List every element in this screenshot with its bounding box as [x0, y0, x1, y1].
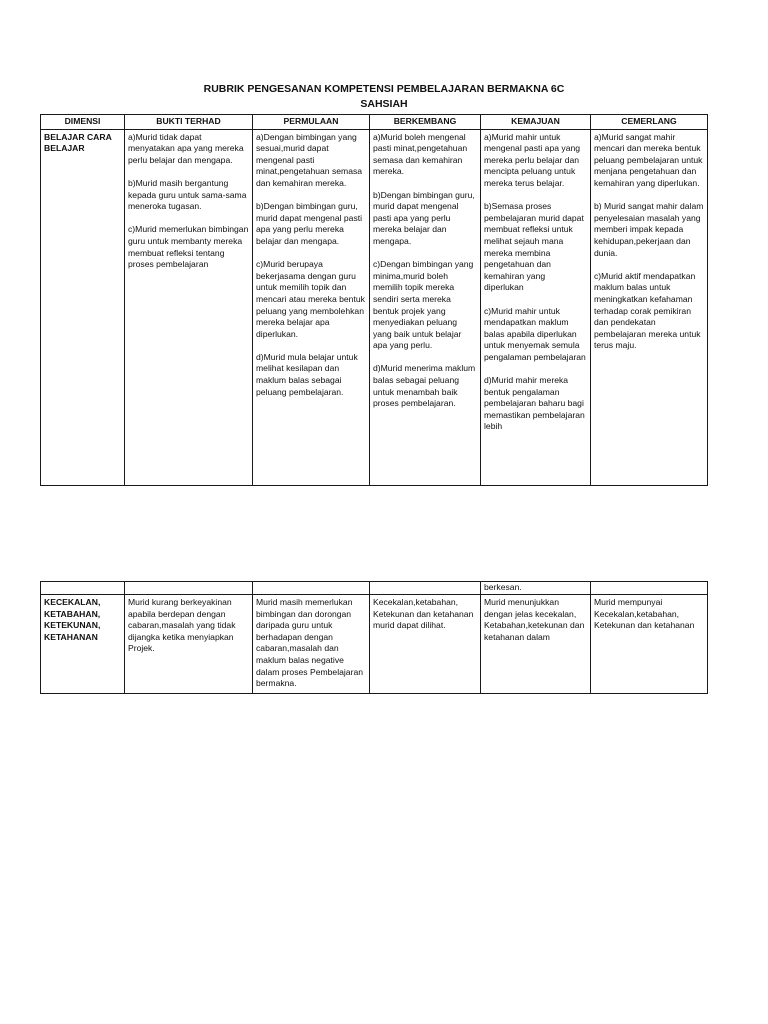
cell-bukti-terhad: a)Murid tidak dapat menyatakan apa yang mereka perlu belajar dan mengapa. b)Murid masih bergantung kepada guru untuk sama-sama meneroka tugasan. c)Murid memerlukan bimbingan guru untuk membanty mereka membuat refleksi tentang proses pembelajaran [125, 129, 253, 485]
dimension-belajar-cara-belajar: BELAJAR CARA BELAJAR [41, 129, 125, 485]
cell-kemajuan: a)Murid mahir untuk mengenal pasti apa yang mereka perlu belajar dan mencipta peluang untuk mereka terus belajar. b)Semasa proses pembelajaran murid dapat membuat refleksi untuk melihat sejauh mana mereka membina pengetahuan dan kemahiran yang diperlukan c)Murid mahir untuk mendapatkan maklum balas apabila diperlukan untuk menyemak semula pengalaman pembelajaran d)Murid mahir mereka bentuk pengalaman pembelajaran baharu bagi memastikan pembelajaran lebih [481, 129, 591, 485]
cell-kemajuan: Murid menunjukkan dengan jelas kecekalan, Ketabahan,ketekunan dan ketahanan dalam [481, 595, 591, 694]
header-dimensi: DIMENSI [41, 115, 125, 130]
table-row [41, 129, 708, 485]
cell-empty [253, 582, 370, 595]
document-subtitle: SAHSIAH [360, 98, 408, 110]
rubric-table-page1 [40, 114, 708, 486]
cell-empty [591, 582, 708, 595]
dimension-kecekalan: KECEKALAN, KETABAHAN, KETEKUNAN, KETAHANAN [41, 595, 125, 694]
header-bukti-terhad: BUKTI TERHAD [125, 115, 253, 130]
cell-permulaan: a)Dengan bimbingan yang sesuai,murid dapat mengenal pasti minat,pengetahuan semasa dan kemahiran mereka. b)Dengan bimbingan guru, murid dapat mengenal pasti apa yang perlu mereka belajar dan mengapa. c)Murid berupaya bekerjasama dengan guru untuk memilih topik dan mencari atau mereka bentuk peluang yang membolehkan mereka belajar apa diperlukan. d)Murid mula belajar untuk melihat kesilapan dan maklum balas sebagai peluang pembelajaran. [253, 129, 370, 485]
table-row-continuation [41, 582, 708, 595]
header-berkembang: BERKEMBANG [370, 115, 481, 130]
document-title: RUBRIK PENGESANAN KOMPETENSI PEMBELAJARAN BERMAKNA 6C [203, 83, 565, 95]
header-kemajuan: KEMAJUAN [481, 115, 591, 130]
cell-berkembang: Kecekalan,ketabahan, Ketekunan dan ketahanan murid dapat dilihat. [370, 595, 481, 694]
header-cemerlang: CEMERLANG [591, 115, 708, 130]
cell-cemerlang: a)Murid sangat mahir mencari dan mereka bentuk peluang pembelajaran untuk menjana pengetahuan dan kemahiran yang diperlukan. b) Murid sangat mahir dalam penyelesaian masalah yang memberi impak kepada kehidupan,pekerjaan dan dunia. c)Murid aktif mendapatkan maklum balas untuk meningkatkan kefahaman terhadap corak pemikiran dan pendekatan pembelajaran mereka untuk terus maju. [591, 129, 708, 485]
cell-cemerlang: Murid mempunyai Kecekalan,ketabahan, Ketekunan dan ketahanan [591, 595, 708, 694]
table-row [41, 595, 708, 694]
table-header-row [41, 115, 708, 130]
header-permulaan: PERMULAAN [253, 115, 370, 130]
cell-bukti-terhad: Murid kurang berkeyakinan apabila berdepan dengan cabaran,masalah yang tidak dijangka ketika menyiapkan Projek. [125, 595, 253, 694]
cell-berkembang: a)Murid boleh mengenal pasti minat,pengetahuan semasa dan kemahiran mereka. b)Dengan bimbingan guru, murid dapat mengenal pasti apa yang perlu mereka belajar dan mengapa. c)Dengan bimbingan yang minima,murid boleh memilih topik mereka sendiri serta mereka bentuk projek yang menyediakan peluang yang baik untuk belajar apa yang perlu. d)Murid menerima maklum balas sebagai peluang untuk menambah baik proses pembelajaran. [370, 129, 481, 485]
rubric-table-page2 [40, 581, 708, 694]
cell-permulaan: Murid masih memerlukan bimbingan dan dorongan daripada guru untuk berhadapan dengan cabaran,masalah dan maklum balas negative dalam proses Pembelajaran bermakna. [253, 595, 370, 694]
cell-kemajuan-continued: berkesan. [481, 582, 591, 595]
cell-empty [370, 582, 481, 595]
cell-empty [125, 582, 253, 595]
cell-empty [41, 582, 125, 595]
